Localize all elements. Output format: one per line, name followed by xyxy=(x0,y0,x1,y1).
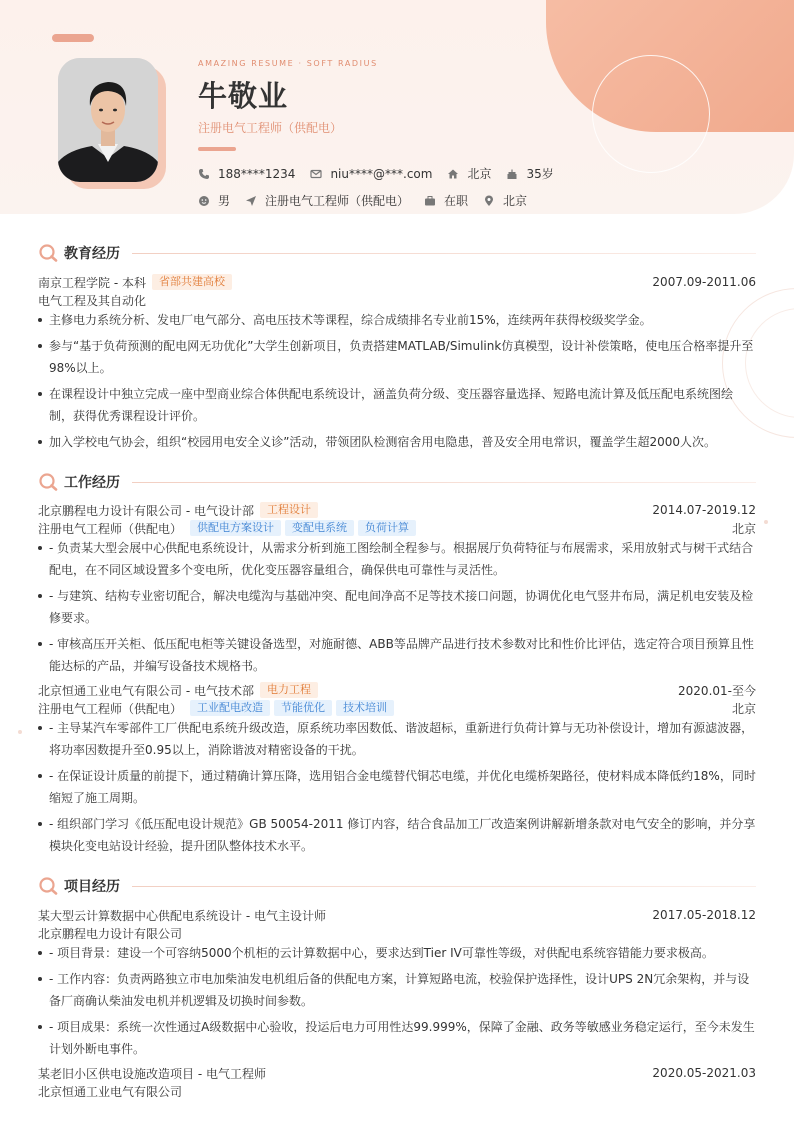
status-text: 在职 xyxy=(444,194,469,208)
candidate-title: 注册电气工程师（供配电） xyxy=(198,121,343,135)
person-photo-icon xyxy=(58,58,158,182)
gender-item xyxy=(198,192,230,209)
job-role: 注册电气工程师（供配电） xyxy=(38,701,183,716)
decorative-ring xyxy=(592,55,710,173)
section-divider xyxy=(132,253,756,254)
location-icon xyxy=(483,195,495,207)
education-major xyxy=(38,291,756,309)
list-item: 主修电力系统分析、发电厂电气部分、高电压技术等课程，综合成绩排名专业前15%，连续两年获得校级奖学金。 xyxy=(38,309,756,331)
email-text: niu****@***.com xyxy=(330,166,433,181)
age-text: 35岁 xyxy=(526,167,554,181)
section-title-work xyxy=(38,472,756,492)
job-role-row xyxy=(38,699,756,717)
list-item: 在课程设计中独立完成一座中型商业综合体供配电系统设计，涵盖负荷分级、变压器容量选择、短路电流计算及低压配电系统图绘制，获得优秀课程设计评价。 xyxy=(38,383,756,427)
section-heading: 工作经历 xyxy=(64,475,120,491)
skill-tag: 变配电系统 xyxy=(285,520,354,536)
gender-text: 男 xyxy=(218,194,231,208)
phone-item xyxy=(198,167,295,181)
project-date: 2020.05-2021.03 xyxy=(652,1066,756,1080)
education-header xyxy=(38,273,756,291)
phone-text: 188****1234 xyxy=(218,166,296,181)
list-item: - 主导某汽车零部件工厂供配电系统升级改造，原系统功率因数低、谐波超标，重新进行负荷计算与无功补偿设计，增加有源滤波器，将功率因数提升至0.95以上，消除谐波对精密设备的干扰。 xyxy=(38,717,756,761)
target-role-item xyxy=(245,192,409,209)
project-name: 某大型云计算数据中心供配电系统设计 - 电气主设计师 xyxy=(38,908,326,923)
cake-icon xyxy=(506,168,518,180)
location-text: 北京 xyxy=(503,194,528,208)
search-icon xyxy=(38,243,58,263)
job-date: 2020.01-至今 xyxy=(678,683,756,698)
skill-tag: 负荷计算 xyxy=(358,520,416,536)
avatar xyxy=(58,58,158,182)
section-heading: 教育经历 xyxy=(64,246,120,262)
education-date: 2007.09-2011.06 xyxy=(652,275,756,289)
section-divider xyxy=(132,482,756,483)
project-org: 北京恒通工业电气有限公司 xyxy=(38,1084,183,1099)
list-item: - 工作内容：负责两路独立市电加柴油发电机组后备的供配电方案，计算短路电流，校验保护选择性，设计UPS 2N冗余架构，并与设备厂商确认柴油发电机并机逻辑及切换时间参数。 xyxy=(38,968,756,1012)
section-divider xyxy=(132,886,756,887)
hometown-item xyxy=(447,165,491,182)
project-header xyxy=(38,906,756,924)
job-role: 注册电气工程师（供配电） xyxy=(38,521,183,536)
list-item: - 项目成果：系统一次性通过A级数据中心验收，投运后电力可用性达99.999%，保障了金融、政务等敏感业务稳定运行，至今未发生计划外断电事件。 xyxy=(38,1016,756,1060)
decorative-dot xyxy=(764,520,768,524)
list-item: - 在保证设计质量的前提下，通过精确计算压降，选用铝合金电缆替代铜芯电缆，并优化电缆桥架路径，使材料成本降低约18%，同时缩短了施工周期。 xyxy=(38,765,756,809)
school-name: 南京工程学院 - 本科 xyxy=(38,275,146,290)
mail-icon xyxy=(310,168,322,180)
skill-tag: 工业配电改造 xyxy=(190,700,270,716)
send-icon xyxy=(245,195,257,207)
major-name: 电气工程及其自动化 xyxy=(38,293,147,308)
target-role-text: 注册电气工程师（供配电） xyxy=(265,194,410,208)
search-icon xyxy=(38,876,58,896)
profile-row xyxy=(198,192,542,209)
industry-tag: 电力工程 xyxy=(260,682,318,698)
list-item: - 组织部门学习《低压配电设计规范》GB 50054-2011 修订内容，结合食品加工厂改造案例讲解新增条款对电气安全的影响，并分享模块化变电站设计经验，提升团队整体技术水平。 xyxy=(38,813,756,857)
location-item xyxy=(483,192,527,209)
list-item: 参与“基于负荷预测的配电网无功优化”大学生创新项目，负责搭建MATLAB/Simulink仿真模型，设计补偿策略，使电压合格率提升至98%以上。 xyxy=(38,335,756,379)
resume-tagline: AMAZING RESUME · SOFT RADIUS xyxy=(198,59,378,68)
decorative-bar xyxy=(52,34,94,42)
job-header xyxy=(38,681,756,699)
project-header xyxy=(38,1064,756,1082)
section-title-education xyxy=(38,243,756,263)
decorative-dot xyxy=(18,730,22,734)
accent-line xyxy=(198,147,236,151)
job-role-row xyxy=(38,519,756,537)
section-heading: 项目经历 xyxy=(64,879,120,895)
job-header xyxy=(38,501,756,519)
resume-header xyxy=(0,0,794,214)
list-item: - 审核高压开关柜、低压配电柜等关键设备选型，对施耐德、ABB等品牌产品进行技术参数对比和性价比评估，选定符合项目预算且性能达标的产品，并编写设备技术规格书。 xyxy=(38,633,756,677)
project-name: 某老旧小区供电设施改造项目 - 电气工程师 xyxy=(38,1066,266,1081)
list-item: - 与建筑、结构专业密切配合，解决电缆沟与基础冲突、配电间净高不足等技术接口问题，协调优化电气竖井布局，满足机电安装及检修要求。 xyxy=(38,585,756,629)
status-item xyxy=(424,192,468,209)
skill-tag: 节能优化 xyxy=(274,700,332,716)
job-city: 北京 xyxy=(731,521,756,536)
hometown-text: 北京 xyxy=(467,167,492,181)
home-icon xyxy=(447,168,459,180)
school-tag: 省部共建高校 xyxy=(152,274,232,290)
project-org: 北京鹏程电力设计有限公司 xyxy=(38,926,183,941)
skill-tag: 技术培训 xyxy=(336,700,394,716)
list-item: 加入学校电气协会，组织“校园用电安全义诊”活动，带领团队检测宿舍用电隐患，普及安全用电常识，覆盖学生超2000人次。 xyxy=(38,431,756,453)
project-org-row xyxy=(38,1082,756,1100)
job-date: 2014.07-2019.12 xyxy=(652,503,756,517)
candidate-name: 牛敬业 xyxy=(198,79,289,113)
list-item: - 负责某大型会展中心供配电系统设计，从需求分析到施工图绘制全程参与。根据展厅负荷特征与布展需求，采用放射式与树干式结合配电，在不同区域设置多个变电所，优化变压器容量组合，确保供电可靠性与灵活性。 xyxy=(38,537,756,581)
industry-tag: 工程设计 xyxy=(260,502,318,518)
company-name: 北京鹏程电力设计有限公司 - 电气设计部 xyxy=(38,503,254,518)
section-title-projects xyxy=(38,876,756,896)
email-item xyxy=(310,167,432,181)
briefcase-icon xyxy=(424,195,436,207)
job-city: 北京 xyxy=(731,701,756,716)
age-item xyxy=(506,165,553,182)
search-icon xyxy=(38,472,58,492)
user-icon xyxy=(198,195,210,207)
list-item: - 项目背景：建设一个可容纳5000个机柜的云计算数据中心，要求达到Tier IV可靠性等级，对供配电系统容错能力要求极高。 xyxy=(38,942,756,964)
company-name: 北京恒通工业电气有限公司 - 电气技术部 xyxy=(38,683,254,698)
skill-tag: 供配电方案设计 xyxy=(190,520,281,536)
phone-icon xyxy=(198,168,210,180)
contact-row xyxy=(198,165,569,182)
project-date: 2017.05-2018.12 xyxy=(652,908,756,922)
project-org-row xyxy=(38,924,756,942)
